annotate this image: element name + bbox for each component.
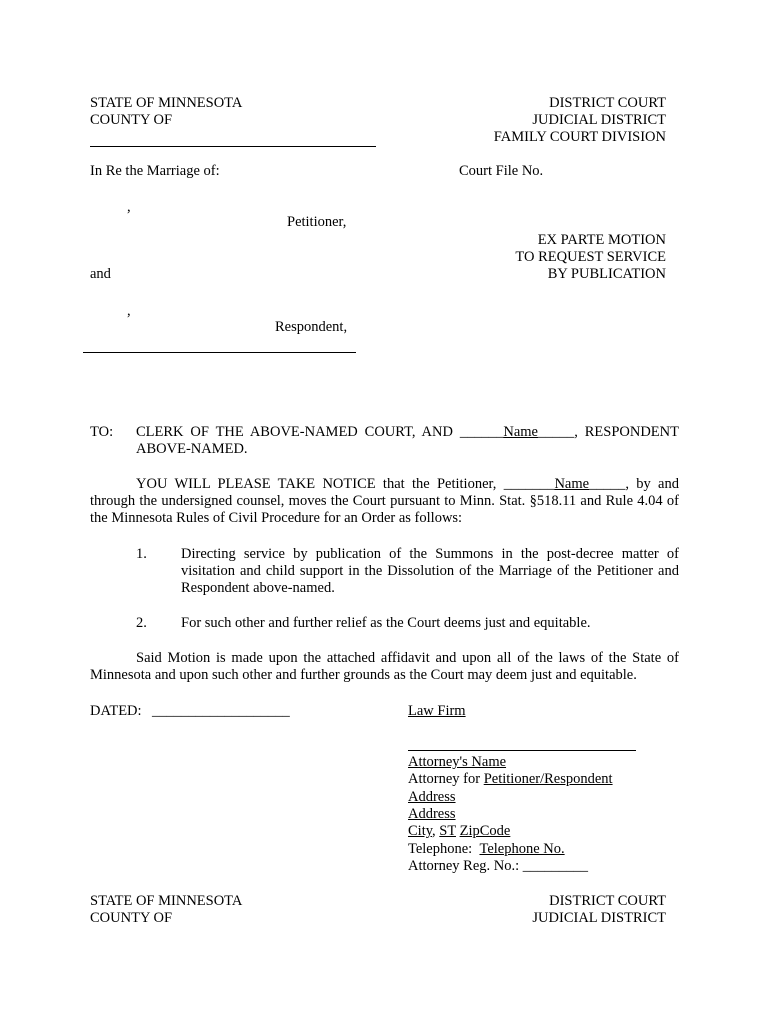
law-firm: Law Firm [408, 703, 466, 719]
attorney-party: Petitioner/Respondent [483, 771, 613, 787]
notice-line-1-end: _____, by and [589, 476, 679, 492]
caption-in-re: In Re the Marriage of: [90, 163, 220, 179]
city-state-zip [408, 823, 510, 840]
signature-rule [408, 750, 636, 751]
court-file-number: Court File No. [459, 163, 544, 179]
motion-title-line-3: BY PUBLICATION [547, 266, 666, 282]
to-line-1 [136, 424, 679, 441]
item-2-number: 2. [136, 615, 147, 631]
respondent-name-field: Name [503, 424, 538, 440]
attorney-for-label: Attorney for [408, 771, 484, 787]
next-caption-district: JUDICIAL DISTRICT [532, 910, 666, 926]
respondent-label: Respondent, [275, 319, 348, 335]
next-caption-county: COUNTY OF [90, 910, 173, 926]
attorney-for-line [408, 771, 613, 788]
caption-and: and [90, 266, 111, 282]
city: City [408, 823, 433, 839]
county-rule [90, 146, 376, 147]
petitioner-name-field: Name [554, 476, 590, 492]
notice-line-2: through the undersigned counsel, moves the Court pursuant to Minn. Stat. §518.11 and Rule 4.04 of [90, 493, 679, 509]
to-line-1-end: _____, RESPONDENT [537, 424, 679, 440]
attorney-name: Attorney's Name [408, 754, 507, 770]
to-label: TO: [90, 424, 114, 440]
item-1-number: 1. [136, 546, 147, 562]
telephone-label: Telephone: [408, 841, 473, 857]
dated-label: DATED: [90, 703, 142, 719]
city-comma: , [432, 823, 436, 839]
closing-line-2: Minnesota and upon such other and further grounds as the Court may deem just and equitable. [90, 667, 637, 683]
telephone-line [408, 841, 565, 858]
item-2-line-1: For such other and further relief as the Court deems just and equitable. [181, 615, 591, 631]
caption-division: FAMILY COURT DIVISION [493, 129, 666, 145]
dated-blank: ___________________ [152, 703, 290, 719]
item-1-line-2: visitation and child support in the Dissolution of the Marriage of the Petitioner and [181, 563, 679, 579]
caption-court: DISTRICT COURT [549, 95, 666, 111]
telephone-number: Telephone No. [479, 841, 565, 857]
notice-line-1 [136, 476, 679, 493]
item-1-line-3: Respondent above-named. [181, 580, 335, 596]
item-1-line-1: Directing service by publication of the Summons in the post-decree matter of [181, 546, 679, 562]
caption-bottom-rule [83, 352, 356, 353]
motion-title-line-1: EX PARTE MOTION [537, 232, 666, 248]
to-line-2: ABOVE-NAMED. [136, 441, 248, 457]
petitioner-label: Petitioner, [287, 214, 347, 230]
address-line-1: Address [408, 789, 456, 805]
caption-district: JUDICIAL DISTRICT [532, 112, 666, 128]
notice-line-1-start: YOU WILL PLEASE TAKE NOTICE that the Petitioner, _______ [136, 476, 555, 492]
motion-title-line-2: TO REQUEST SERVICE [515, 249, 666, 265]
to-line-1-start: CLERK OF THE ABOVE-NAMED COURT, AND ______ [136, 424, 504, 440]
next-caption-state: STATE OF MINNESOTA [90, 893, 243, 909]
address-line-2: Address [408, 806, 456, 822]
notice-line-3: the Minnesota Rules of Civil Procedure for an Order as follows: [90, 510, 463, 526]
zip-code: ZipCode [459, 823, 511, 839]
closing-line-1: Said Motion is made upon the attached affidavit and upon all of the laws of the State of [136, 650, 679, 666]
respondent-comma: , [127, 303, 131, 319]
petitioner-comma: , [127, 199, 131, 215]
next-caption-court: DISTRICT COURT [549, 893, 666, 909]
caption-county: COUNTY OF [90, 112, 173, 128]
attorney-reg-no: Attorney Reg. No.: _________ [408, 858, 589, 874]
state: ST [439, 823, 456, 839]
caption-state: STATE OF MINNESOTA [90, 95, 243, 111]
